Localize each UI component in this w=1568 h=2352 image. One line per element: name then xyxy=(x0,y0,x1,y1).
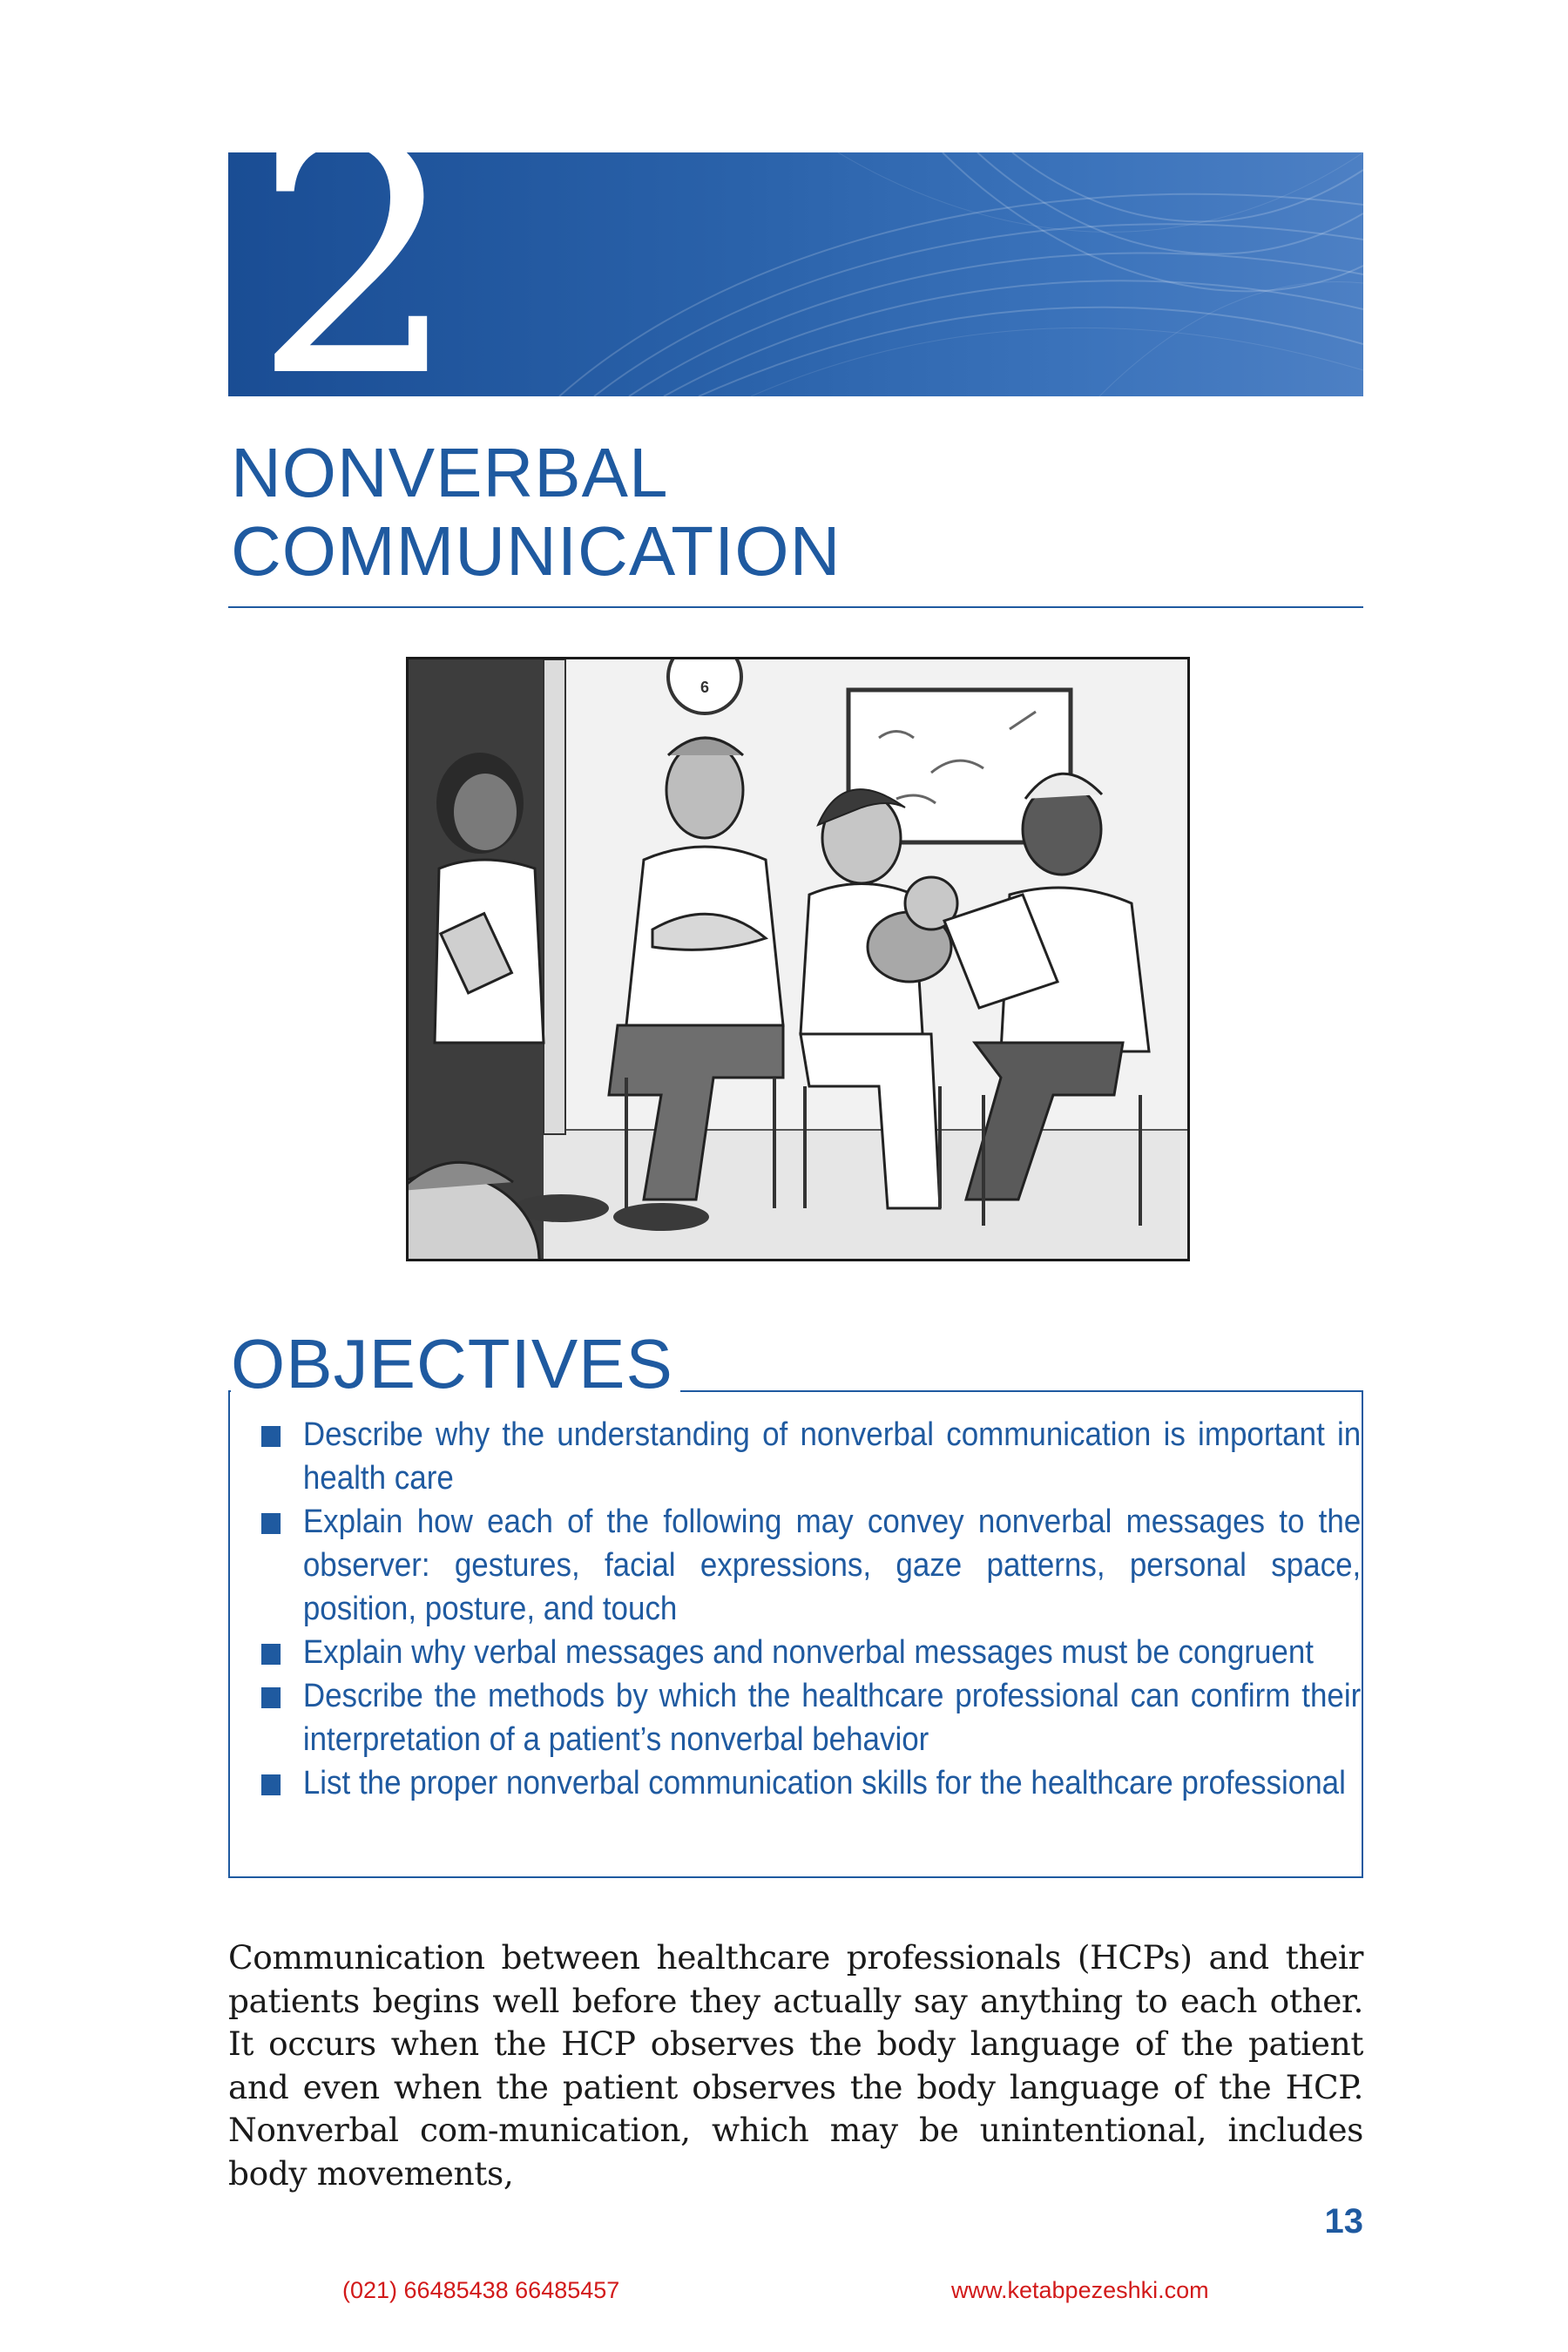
square-bullet-icon xyxy=(261,1774,280,1795)
chapter-title-line1: NONVERBAL xyxy=(231,434,669,511)
square-bullet-icon xyxy=(261,1644,280,1665)
objective-item xyxy=(261,1500,1361,1631)
waiting-room-illustration xyxy=(406,657,1190,1261)
objective-item xyxy=(261,1413,1361,1500)
clock-number: 6 xyxy=(700,679,710,696)
page-number: 13 xyxy=(1324,2202,1363,2240)
square-bullet-icon xyxy=(261,1426,280,1447)
objective-item xyxy=(261,1761,1361,1805)
objective-text: Explain why verbal messages and nonverbal messages must be congruent xyxy=(302,1634,1315,1671)
objective-text: Explain how each of the following may convey nonverbal messages to the observer: gestures, facial expressions, gaze patterns, personal space, position, posture, and touch xyxy=(302,1504,1362,1627)
objective-text: List the proper nonverbal communication skills for the healthcare professional xyxy=(302,1765,1346,1801)
chapter-number: 2 xyxy=(253,71,452,448)
chapter-title-line2: COMMUNICATION xyxy=(231,512,841,590)
chapter-title xyxy=(231,434,1363,591)
waiting-room-drawing xyxy=(409,659,1187,1259)
square-bullet-icon xyxy=(261,1687,280,1708)
footer-website-link[interactable]: www.ketabpezeshki.com xyxy=(951,2277,1209,2303)
title-divider xyxy=(228,606,1363,608)
objective-text: Describe why the understanding of nonverbal communication is important in health care xyxy=(302,1416,1362,1497)
objective-text: Describe the methods by which the healthcare professional can confirm their interpretation of a patient’s nonverbal behavior xyxy=(302,1678,1362,1758)
objective-item xyxy=(261,1631,1361,1674)
objectives-heading: OBJECTIVES xyxy=(231,1329,680,1399)
objective-item xyxy=(261,1674,1361,1761)
body-paragraph: Communication between healthcare professionals (HCPs) and their patients begins well before they actually say anything to each other. It occurs when the HCP observes the body language of the patient and even when the patient observes the body language of the HCP. Nonverbal com-munication, which may be unintentional, includes body movements, xyxy=(228,1938,1363,2193)
footer-phone: (021) 66485438 66485457 xyxy=(342,2277,620,2303)
square-bullet-icon xyxy=(261,1513,280,1534)
objectives-list xyxy=(261,1413,1362,1805)
